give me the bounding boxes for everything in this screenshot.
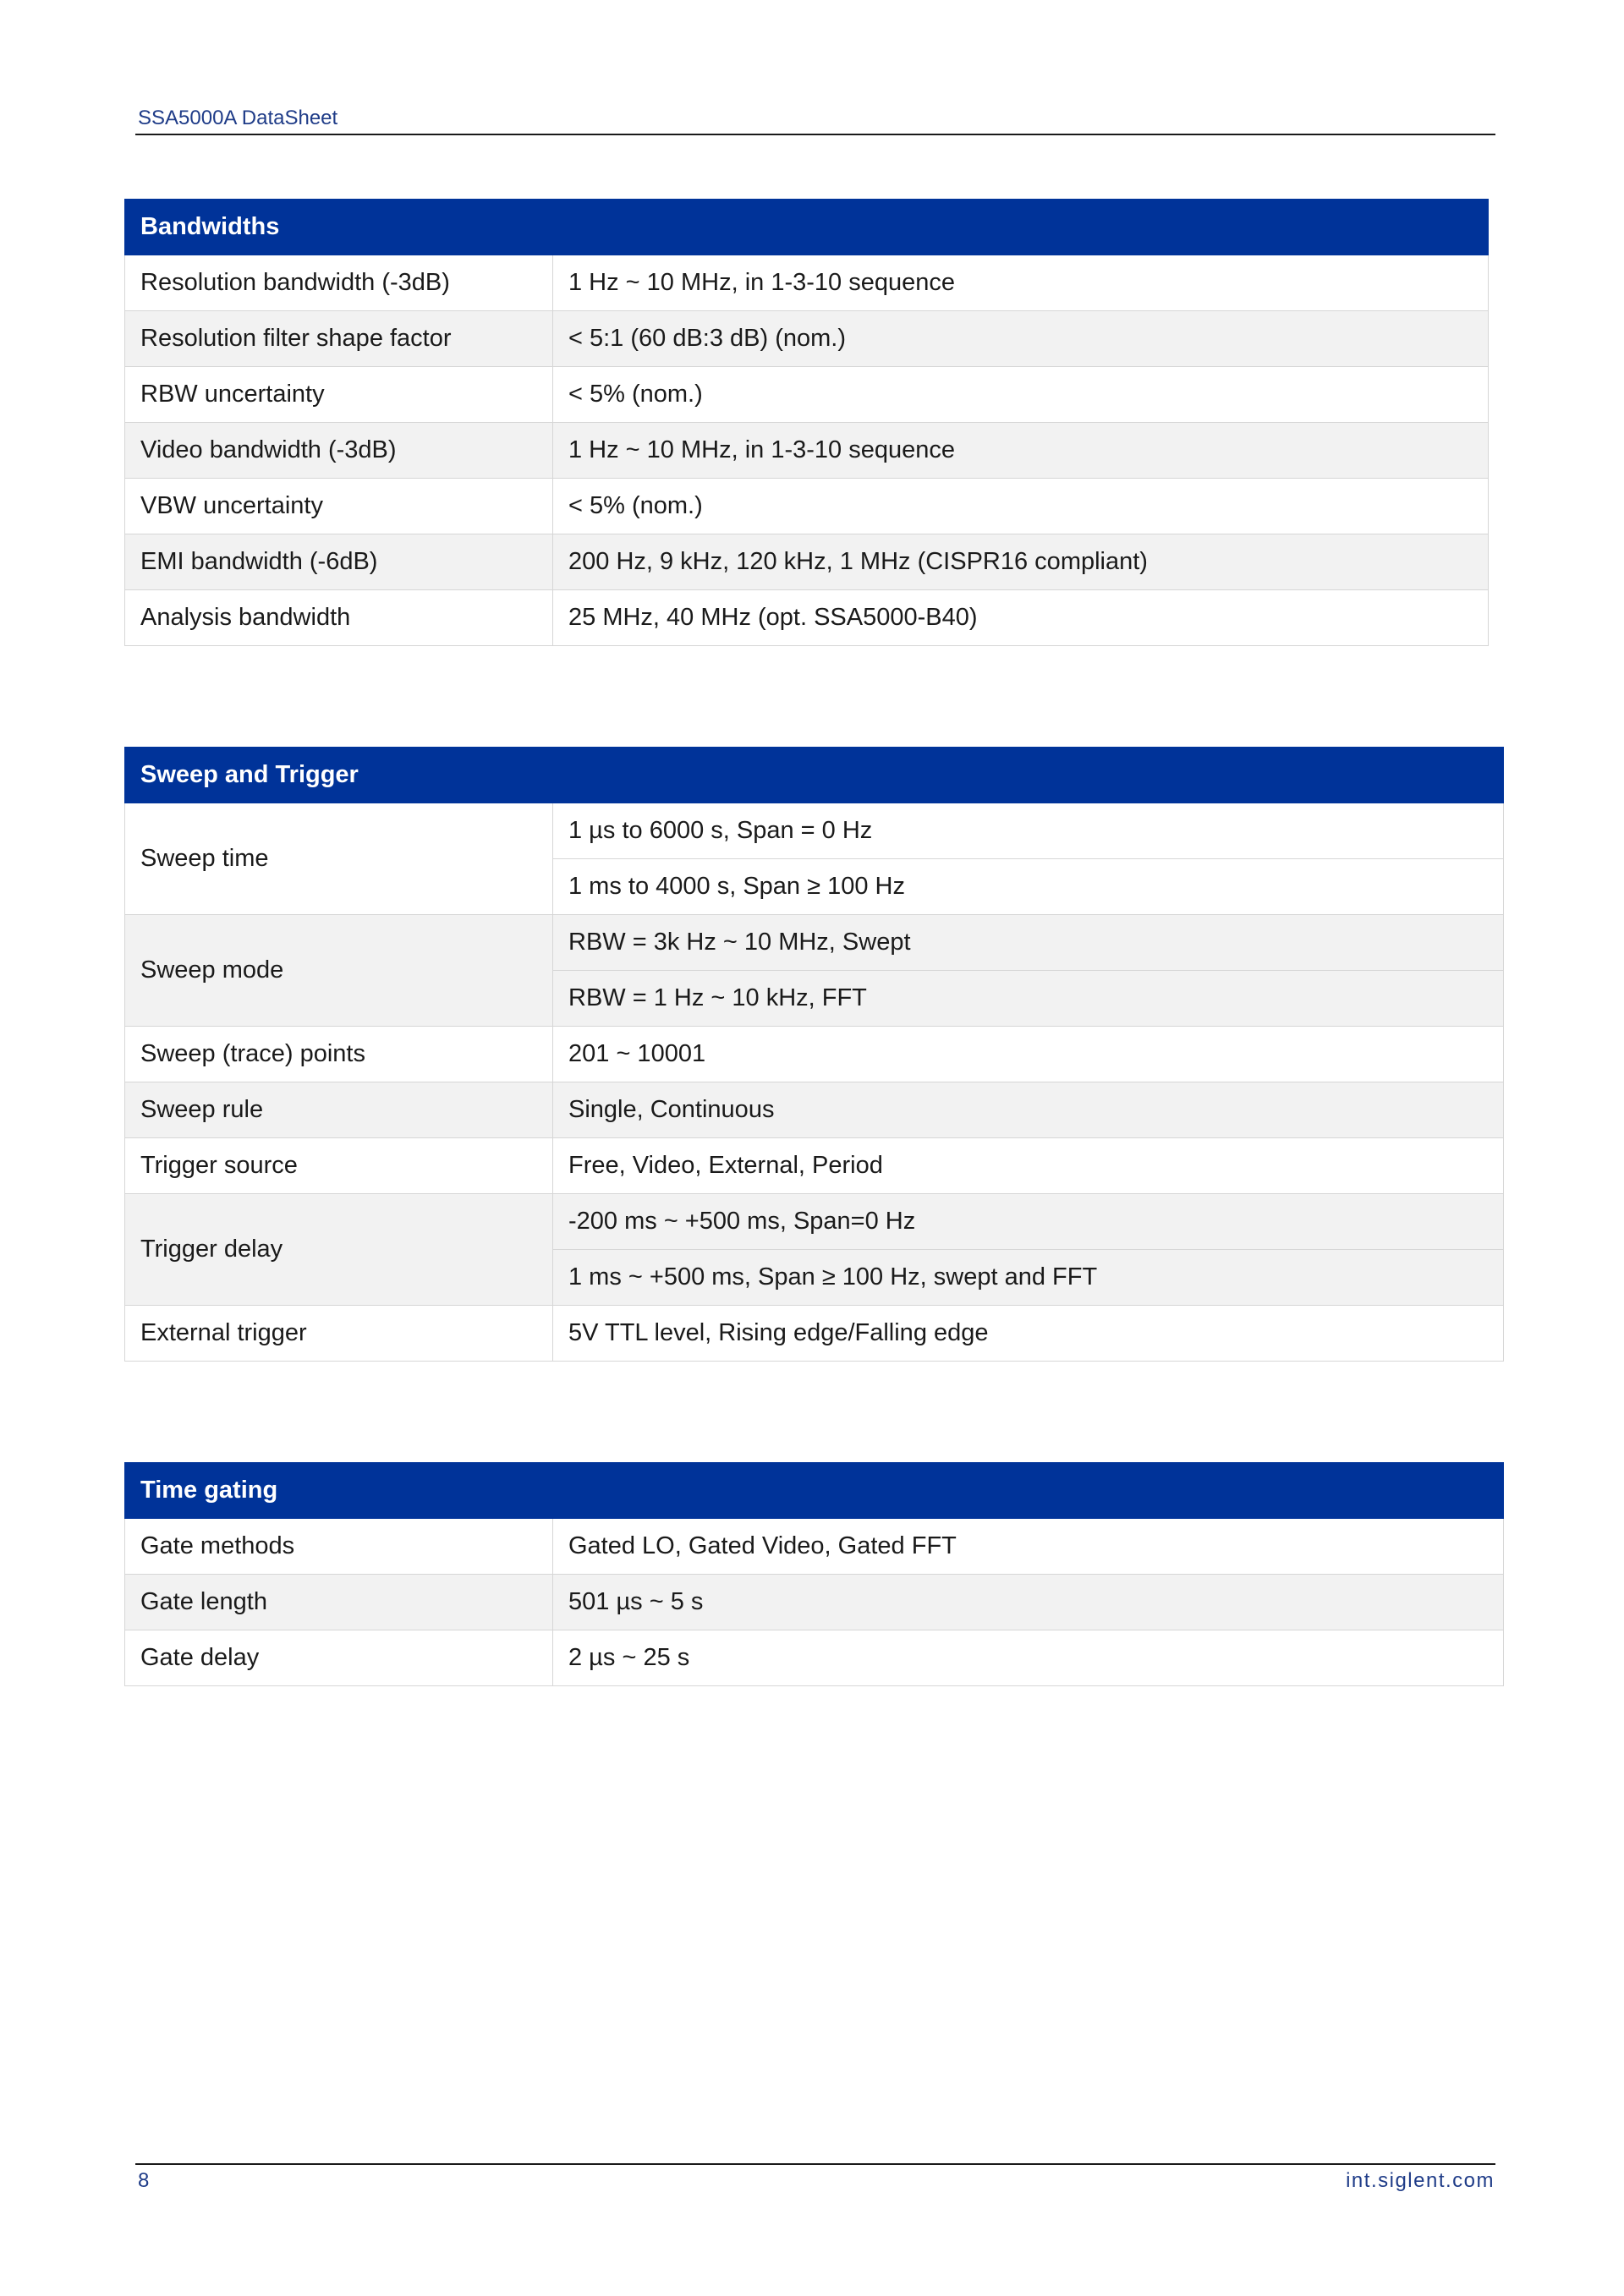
bandwidths-table [124, 199, 1489, 646]
footer-divider [135, 2163, 1495, 2165]
bandwidths-table-title: Bandwidths [125, 200, 1489, 255]
table-row [125, 915, 1504, 971]
table-row [125, 1027, 1504, 1082]
value-cell: 1 Hz ~ 10 MHz, in 1-3-10 sequence [553, 255, 1489, 311]
table-row [125, 1630, 1504, 1686]
table-row [125, 1082, 1504, 1138]
param-cell: Sweep (trace) points [125, 1027, 553, 1082]
param-cell: EMI bandwidth (-6dB) [125, 534, 553, 590]
param-cell: External trigger [125, 1306, 553, 1362]
param-cell: Sweep time [125, 803, 553, 915]
time-gating-table [124, 1462, 1504, 1686]
sweep-trigger-table [124, 747, 1504, 1362]
table-row [125, 590, 1489, 646]
page-number: 8 [138, 2169, 150, 2192]
table-row [125, 1575, 1504, 1630]
param-cell: Sweep mode [125, 915, 553, 1027]
value-cell: < 5% (nom.) [553, 367, 1489, 423]
value-cell: 501 µs ~ 5 s [553, 1575, 1504, 1630]
value-cell: RBW = 1 Hz ~ 10 kHz, FFT [553, 971, 1504, 1027]
value-cell: 200 Hz, 9 kHz, 120 kHz, 1 MHz (CISPR16 compliant) [553, 534, 1489, 590]
param-cell: Analysis bandwidth [125, 590, 553, 646]
value-cell: 1 ms to 4000 s, Span ≥ 100 Hz [553, 859, 1504, 915]
table-row [125, 1194, 1504, 1250]
value-cell: 201 ~ 10001 [553, 1027, 1504, 1082]
table-row [125, 367, 1489, 423]
value-cell: < 5% (nom.) [553, 479, 1489, 534]
value-cell: 1 ms ~ +500 ms, Span ≥ 100 Hz, swept and FFT [553, 1250, 1504, 1306]
value-cell: RBW = 3k Hz ~ 10 MHz, Swept [553, 915, 1504, 971]
param-cell: Trigger delay [125, 1194, 553, 1306]
table-row [125, 803, 1504, 859]
footer-website-link[interactable]: int.siglent.com [1346, 2169, 1495, 2192]
param-cell: Gate length [125, 1575, 553, 1630]
document-header-title: SSA5000A DataSheet [138, 107, 338, 129]
value-cell: Free, Video, External, Period [553, 1138, 1504, 1194]
param-cell: Trigger source [125, 1138, 553, 1194]
table-row [125, 479, 1489, 534]
sweep-trigger-table-title: Sweep and Trigger [125, 748, 1504, 803]
value-cell: 1 Hz ~ 10 MHz, in 1-3-10 sequence [553, 423, 1489, 479]
param-cell: Gate delay [125, 1630, 553, 1686]
value-cell: 25 MHz, 40 MHz (opt. SSA5000-B40) [553, 590, 1489, 646]
value-cell: Single, Continuous [553, 1082, 1504, 1138]
param-cell: Sweep rule [125, 1082, 553, 1138]
table-row [125, 311, 1489, 367]
value-cell: -200 ms ~ +500 ms, Span=0 Hz [553, 1194, 1504, 1250]
table-row [125, 1306, 1504, 1362]
table-row [125, 1519, 1504, 1575]
value-cell: < 5:1 (60 dB:3 dB) (nom.) [553, 311, 1489, 367]
param-cell: Video bandwidth (-3dB) [125, 423, 553, 479]
table-row [125, 1138, 1504, 1194]
param-cell: Resolution filter shape factor [125, 311, 553, 367]
table-row [125, 534, 1489, 590]
value-cell: Gated LO, Gated Video, Gated FFT [553, 1519, 1504, 1575]
param-cell: Resolution bandwidth (-3dB) [125, 255, 553, 311]
value-cell: 5V TTL level, Rising edge/Falling edge [553, 1306, 1504, 1362]
param-cell: VBW uncertainty [125, 479, 553, 534]
table-row [125, 255, 1489, 311]
table-row [125, 423, 1489, 479]
header-divider [135, 134, 1495, 135]
value-cell: 2 µs ~ 25 s [553, 1630, 1504, 1686]
value-cell: 1 µs to 6000 s, Span = 0 Hz [553, 803, 1504, 859]
param-cell: RBW uncertainty [125, 367, 553, 423]
param-cell: Gate methods [125, 1519, 553, 1575]
time-gating-table-title: Time gating [125, 1463, 1504, 1519]
